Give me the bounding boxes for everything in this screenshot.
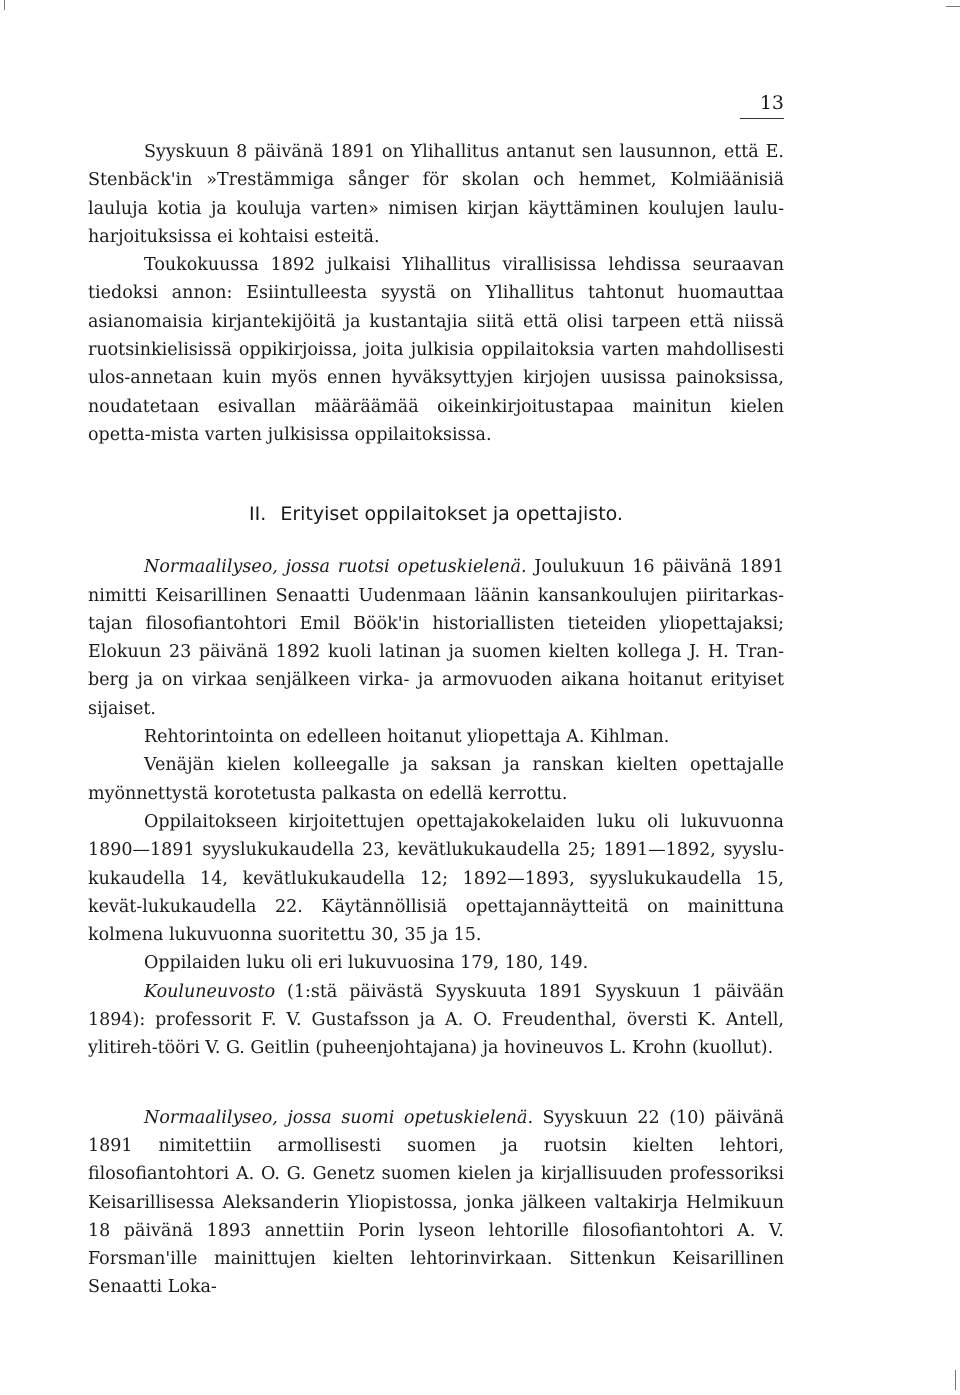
paragraph-lead: Kouluneuvosto — [144, 981, 276, 1002]
document-page — [88, 0, 784, 1395]
paragraph-lead: Normaalilyseo, jossa suomi opetuskielenä. — [144, 1107, 534, 1128]
scan-edge-mark — [946, 6, 960, 7]
paragraph-text: (1:stä päivästä Syyskuuta 1891 Syyskuun 1 päivään 1894): professorit F. V. Gustafsson ja A. O. Freudenthal, översti K. Antell, ylitireh-tööri V. G. Geitlin (puheenjohtajana) ja hovineuvos L. Krohn (kuollut). — [88, 981, 784, 1059]
paragraph-text: Oppilaiden luku oli eri lukuvuosina 179, 180, 149. — [144, 953, 589, 974]
section-title: Erityiset oppilaitokset ja opettajisto. — [280, 503, 623, 526]
paragraph-text: Syyskuun 22 (10) päivänä 1891 nimitettiin armollisesti suomen ja ruotsin kielten lehtori, filosofiantohtori A. O. G. Genetz suomen kielen ja kirjallisuuden professoriksi Keisarillisessa Aleksanderin Yliopistossa, jonka jälkeen valtakirja Helmikuun 18 päivänä 1893 annettiin Porin lyseon lehtorille filosofiantohtori A. V. Forsman'ille mainittujen kielten lehtorinvirkaan. Sittenkun Keisarillinen Senaatti Loka- — [88, 1107, 785, 1298]
scan-edge-mark — [4, 0, 5, 10]
paragraph-oppilaiden-luku — [88, 949, 784, 977]
paragraph-kouluneuvosto — [88, 978, 784, 1063]
paragraph-normaalilyseo-suomi — [88, 1104, 784, 1302]
paragraph-spacer — [88, 1063, 784, 1104]
paragraph-normaalilyseo-ruotsi — [88, 553, 784, 723]
paragraph-toukokuussa: Toukokuussa 1892 julkaisi Ylihallitus virallisissa lehdissa seuraavan tiedoksi annon: Esiintulleesta syystä on Ylihallitus tahtonut huomauttaa asianomaisia kirjantekijöitä ja kustantajia siitä että olisi tarpeen että niissä ruotsinkielisissä oppikirjoissa, joita julkisia oppilaitoksia varten mahdollisesti ulos-annetaan kuin myös ennen hyväksyttyjen kirjojen uusissa painoksissa, noudatetaan esivallan määräämää oikeinkirjoitustapaa mainitun kielen opetta-mista varten julkisissa oppilaitoksissa. — [88, 255, 784, 445]
paragraph-text: Venäjän kielen kolleegalle ja saksan ja ranskan kielten opettajalle myönnettystä korotetusta palkasta on edellä kerrottu. — [88, 755, 784, 804]
paragraph-lead: Normaalilyseo, jossa ruotsi opetuskielenä. — [144, 557, 527, 578]
paragraph-rehtorintointa — [88, 723, 784, 751]
section-number: II. — [249, 503, 267, 526]
body-text — [88, 138, 784, 1302]
paragraph-text: Oppilaitokseen kirjoitettujen opettajakokelaiden luku oli lukuvuonna 1890—1891 syyslukukaudella 23, kevätlukukaudella 25; 1891—1892, syyslu-kukaudella 14, kevätlukukaudella 12; 1892—1893, syyslukukaudella 15, kevät-lukukaudella 22. Käytännöllisiä opettajannäytteitä on mainittuna kolmena lukuvuonna suoritettu 30, 35 ja 15. — [88, 811, 784, 946]
section-heading — [88, 500, 784, 528]
page-number-underline — [740, 118, 784, 119]
paragraph-venajan — [88, 751, 784, 808]
paragraph-text: Joulukuun 16 päivänä 1891 nimitti Keisarillinen Senaatti Uudenmaan läänin kansankoulujen piiritarkas-tajan filosofiantohtori Emil Böök'in historiallisten tieteiden yliopettajaksi; Elokuun 23 päivänä 1892 kuoli latinan ja suomen kielten kollega J. H. Tran-berg ja on virkaa senjälkeen virka- ja armovuoden aikana hoitanut erityiset sijaiset. — [88, 557, 784, 719]
paragraph-opettajakokelaat — [88, 808, 784, 949]
scan-edge-mark — [955, 1370, 956, 1390]
paragraph-text: Rehtorintointa on edelleen hoitanut yliopettaja A. Kihlman. — [144, 727, 670, 748]
page-number: 13 — [759, 92, 784, 114]
paragraph-stenback: Syyskuun 8 päivänä 1891 on Ylihallitus antanut sen lausunnon, että E. Stenbäck'in »Trestämmiga sånger för skolan och hemmet, Kolmiäänisiä lauluja kotia ja kouluja varten» nimisen kirjan käyttäminen koulujen laulu-harjoituksissa ei kohtaisi esteitä. — [88, 142, 784, 247]
